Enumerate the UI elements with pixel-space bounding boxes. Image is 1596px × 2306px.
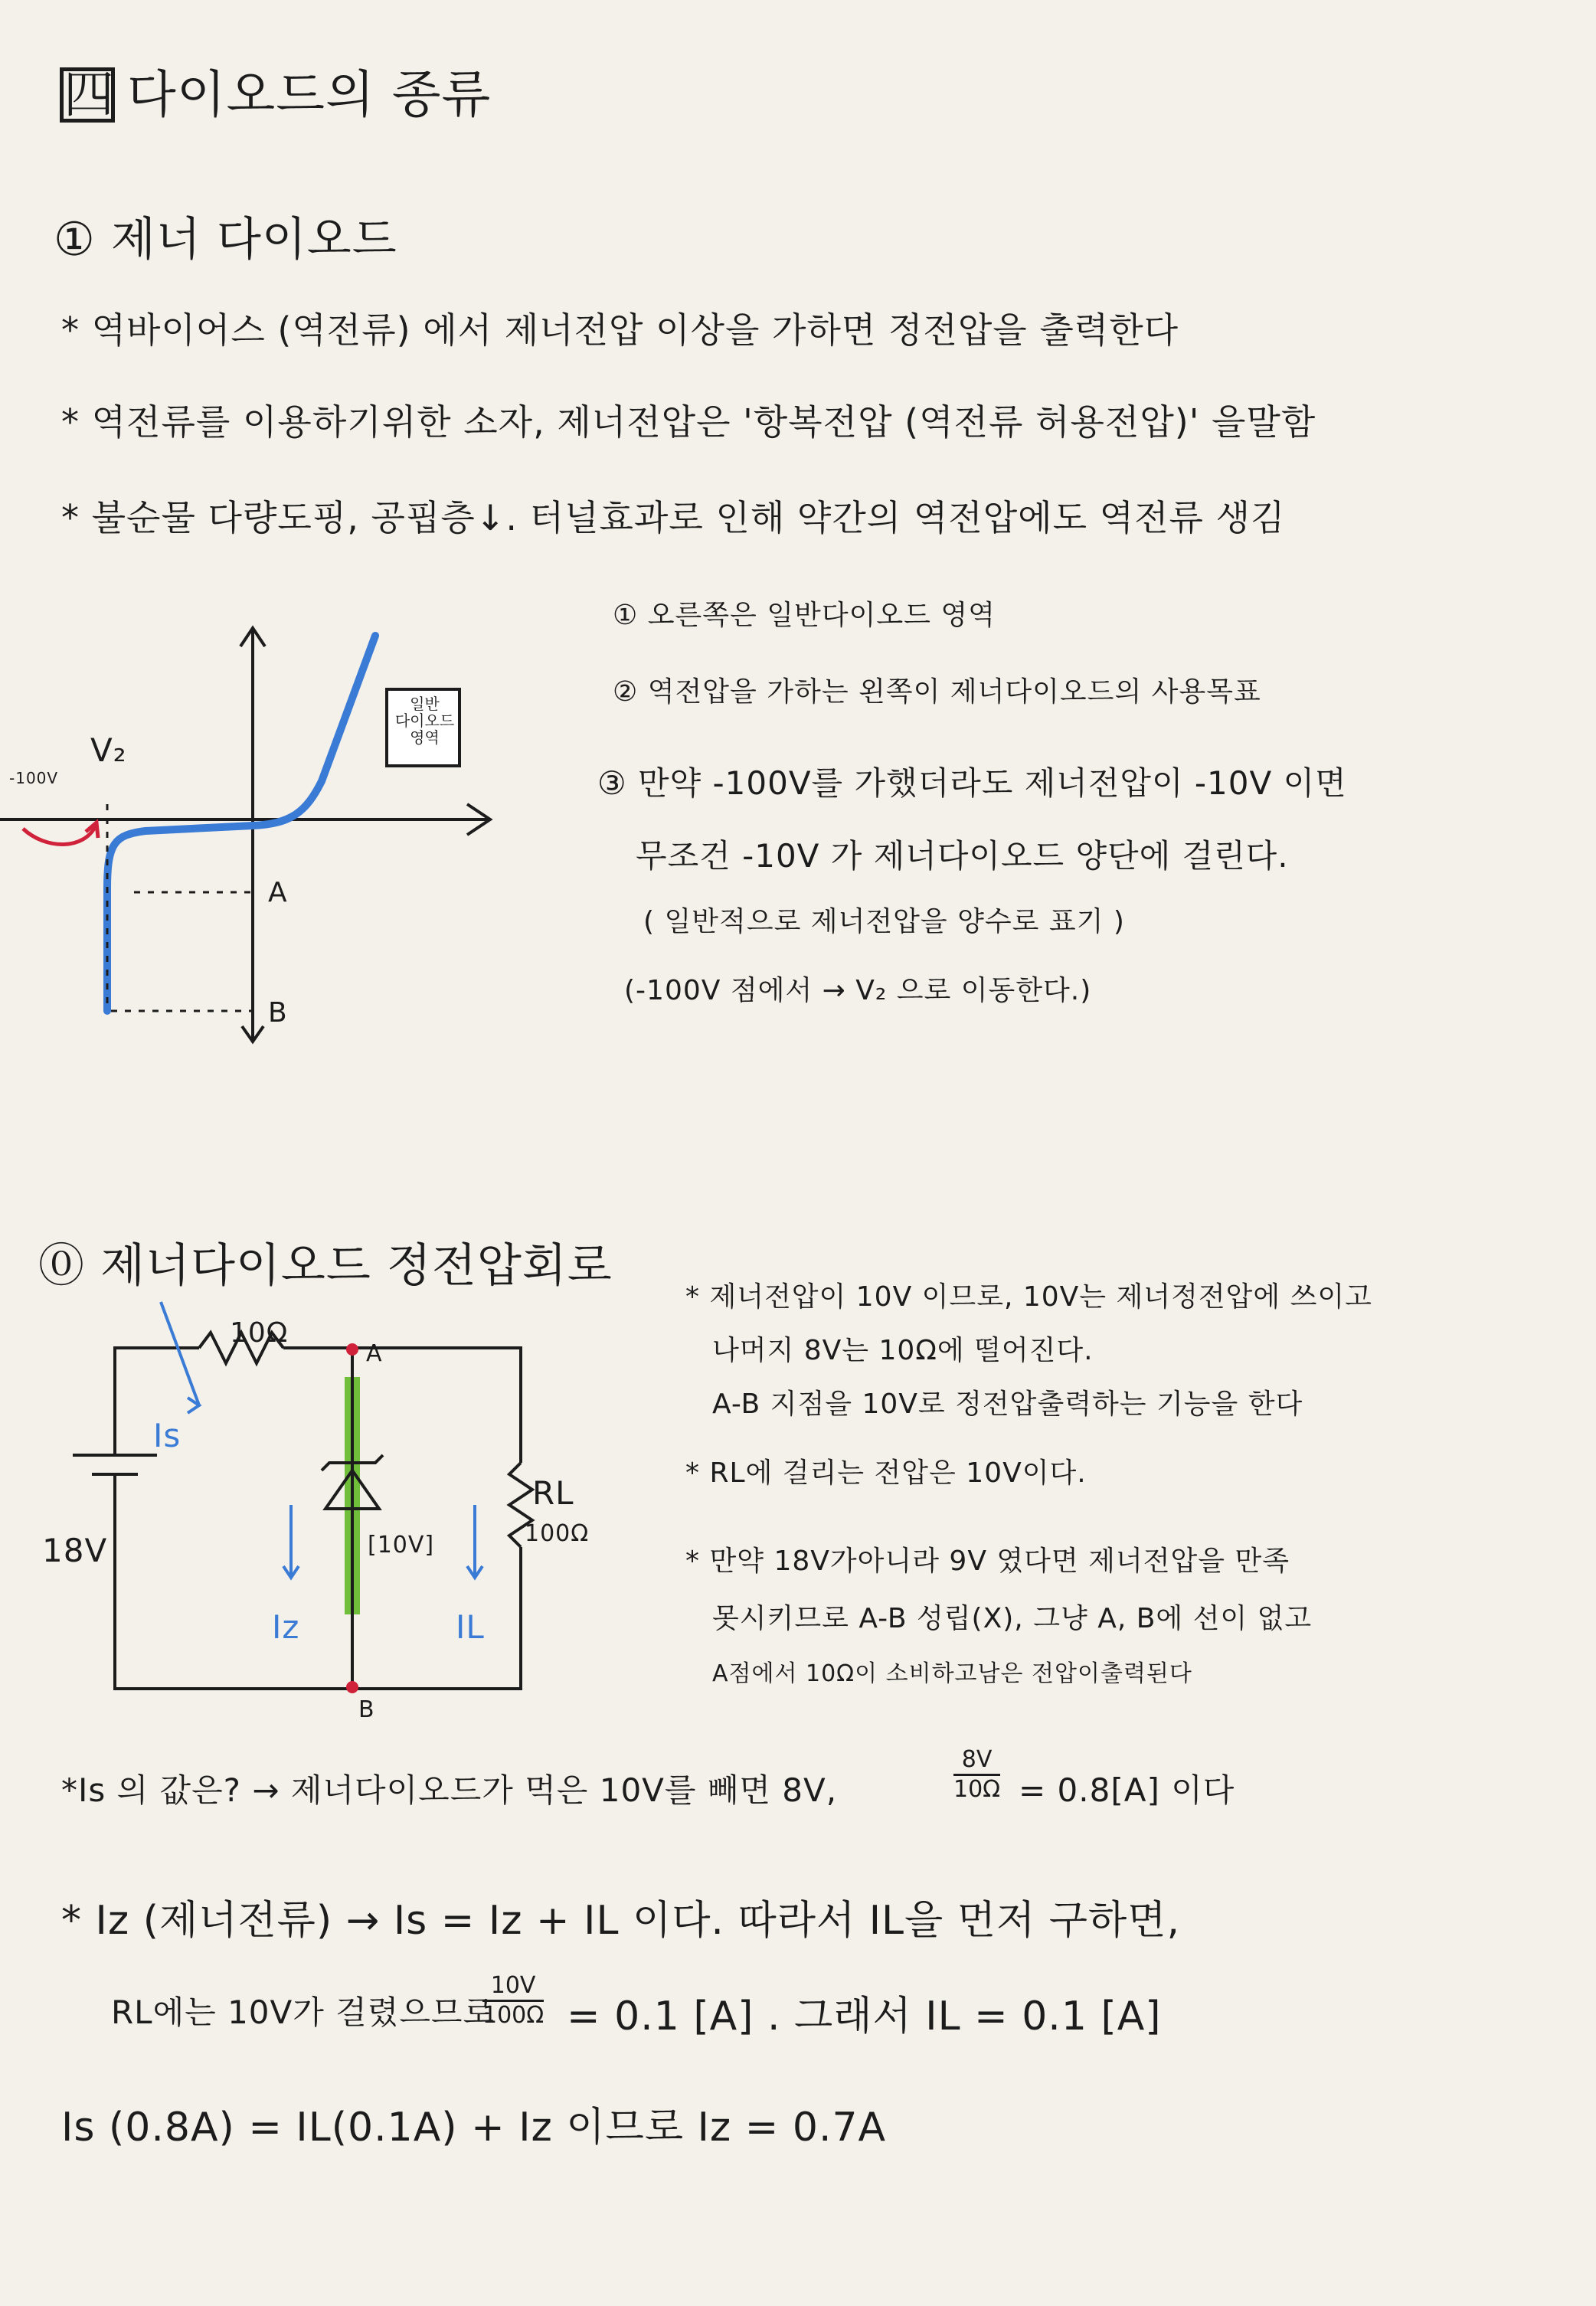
circuit-note-5: * 만약 18V가아니라 9V 였다면 제너전압을 만족 [685,1546,1290,1577]
calc-line-3-result: = 0.1 [A] . 그래서 IL = 0.1 [A] [567,1994,1162,2039]
current-iz-label: Iz [272,1608,300,1646]
page-title-text: 다이오드의 종류 [127,65,492,124]
graph-box-label: 일반 다이오드 영역 [394,695,455,747]
graph-point-a: A [268,877,288,908]
circuit-note-4: * RL에 걸리는 전압은 10V이다. [685,1457,1087,1489]
graph-neg-label: -100V [9,769,59,787]
calc-line-3: RL에는 10V가 걸렸으므로 [111,1994,495,2031]
calc-fraction-2: $\frac{10V}{100\Omega}$ [482,1972,545,2029]
section-number-box: 四 [60,67,115,123]
current-is-label: Is [153,1417,182,1454]
calc-line-1-result: = 0.8[A] 이다 [1019,1771,1235,1809]
circuit-note-7: A점에서 10Ω이 소비하고남은 전압이출력된다 [712,1660,1192,1687]
graph-note-6: (-100V 점에서 → V₂ 으로 이동한다.) [624,975,1092,1006]
zener-voltage-label: [10V] [368,1532,435,1559]
calc-fraction-1: $\frac{8V}{10\Omega}$ [953,1746,1001,1803]
node-b-label: B [358,1696,375,1723]
zener-bullet-3: * 불순물 다량도핑, 공핍층↓. 터널효과로 인해 약간의 역전압에도 역전류 생김 [61,497,1286,538]
zener-bullet-1: * 역바이어스 (역전류) 에서 제너전압 이상을 가하면 정전압을 출력한다 [61,309,1179,351]
node-a-label: A [366,1340,383,1367]
current-il-label: IL [456,1608,485,1646]
graph-vz-label: V₂ [90,731,127,769]
graph-point-b: B [268,997,288,1029]
source-voltage-label: 18V [42,1532,108,1569]
resistor-r1-label: 10Ω [230,1317,289,1349]
circuit-note-2: 나머지 8V는 10Ω에 떨어진다. [712,1335,1094,1366]
page-title [60,54,491,126]
zener-bullet-2: * 역전류를 이용하기위한 소자, 제너전압은 '항복전압 (역전류 허용전압)' 을말함 [61,401,1316,443]
circuit-note-1: * 제너전압이 10V 이므로, 10V는 제너정전압에 쓰이고 [685,1281,1372,1313]
circuit-note-6: 못시키므로 A-B 성립(X), 그냥 A, B에 선이 없고 [712,1603,1313,1634]
calc-line-4: Is (0.8A) = IL(0.1A) + Iz 이므로 Iz = 0.7A [61,2105,887,2151]
zener-curve [107,636,375,1011]
circuit-note-3: A-B 지점을 10V로 정전압출력하는 기능을 한다 [712,1389,1303,1420]
calc-line-1: *Is 의 값은? → 제너다이오드가 먹은 10V를 빼면 8V, [61,1771,838,1809]
graph-note-5: ( 일반적으로 제너전압을 양수로 표기 ) [643,906,1125,937]
rl-value-label: 100Ω [525,1520,590,1547]
zener-heading: ① 제너 다이오드 [54,213,397,267]
graph-note-1: ① 오른쪽은 일반다이오드 영역 [613,600,996,631]
calc-line-2: * Iz (제너전류) → Is = Iz + IL 이다. 따라서 IL을 먼저 구하면, [61,1898,1181,1944]
rl-label: RL [532,1474,574,1512]
graph-note-4: 무조건 -10V 가 제너다이오드 양단에 걸린다. [636,837,1289,875]
circuit-heading: ⓪ 제너다이오드 정전압회로 [38,1239,613,1293]
shift-arrow [23,826,96,845]
graph-note-2: ② 역전압을 가하는 왼쪽이 제너다이오드의 사용목표 [613,676,1261,708]
graph-note-3: ③ 만약 -100V를 가했더라도 제너전압이 -10V 이면 [597,764,1347,802]
zener-regulator-circuit [0,1302,582,1731]
